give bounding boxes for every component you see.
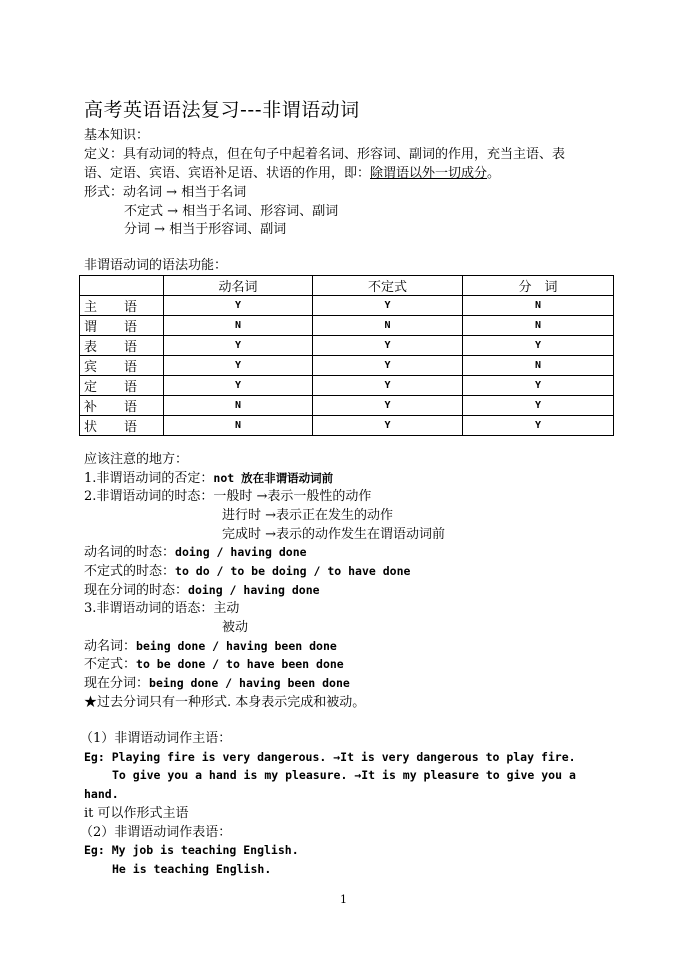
table-cell: Y xyxy=(164,336,313,356)
row-label-char: 补 xyxy=(84,400,98,415)
definition-line-2-prefix: 语、定语、宾语、宾语补足语、状语的作用，即： xyxy=(84,166,371,181)
infinitive-tense-en: to do / to be doing / to have done xyxy=(175,564,411,578)
form-name-gerund: 动名词 xyxy=(123,185,163,200)
note-negation xyxy=(84,472,333,485)
row-label-char: 语 xyxy=(124,420,138,435)
infinitive-tense-line xyxy=(84,565,410,578)
table-row xyxy=(80,336,614,356)
row-label-char: 语 xyxy=(124,380,138,395)
forms-line-3 xyxy=(124,223,286,236)
table-cell: Y xyxy=(313,396,463,416)
table-cell: N xyxy=(463,296,614,316)
participle-tense-line xyxy=(84,584,320,597)
page-number: 1 xyxy=(340,893,347,906)
table-row xyxy=(80,316,614,336)
table-cell: Y xyxy=(164,376,313,396)
voice-active: 主动 xyxy=(213,601,240,616)
row-label-char: 表 xyxy=(84,340,98,355)
table-header-cell: 动名词 xyxy=(164,276,313,296)
row-label xyxy=(80,296,164,316)
form-name-infinitive: 不定式 xyxy=(124,204,164,219)
definition-line-1: 定义：具有动词的特点，但在句子中起着名词、形容词、副词的作用，充当主语、表 xyxy=(84,147,566,162)
notes-heading: 应该注意的地方： xyxy=(84,452,189,467)
table-cell: N xyxy=(164,396,313,416)
note-voice xyxy=(84,602,239,615)
row-label xyxy=(80,376,164,396)
form-desc-gerund: 相当于名词 xyxy=(181,185,247,200)
gerund-voice-cn: 动名词： xyxy=(84,639,137,654)
participle-voice-en: being done / having been done xyxy=(149,676,350,690)
gerund-tense-cn: 动名词的时态： xyxy=(84,545,176,560)
row-label xyxy=(80,356,164,376)
past-participle-note: ★过去分词只有一种形式. 本身表示完成和被动。 xyxy=(84,695,366,710)
infinitive-voice-line xyxy=(84,658,344,671)
table-cell: Y xyxy=(313,356,463,376)
table-header-cell xyxy=(80,276,164,296)
table-row xyxy=(80,416,614,436)
form-name-participle: 分词 xyxy=(124,222,151,237)
subject-example-2-cont: hand. xyxy=(84,787,119,801)
note-tense-label: 2.非谓语动词的时态： xyxy=(84,489,214,504)
definition-underlined: 除谓语以外一切成分 xyxy=(370,166,488,181)
table-cell: Y xyxy=(313,376,463,396)
predicative-heading: （2）非谓语动词作表语： xyxy=(80,825,232,840)
table-caption: 非谓语动词的语法功能： xyxy=(84,258,228,273)
subject-heading: （1）非谓语动词作主语： xyxy=(80,731,232,746)
participle-voice-cn: 现在分词： xyxy=(84,676,150,691)
note-tense xyxy=(84,490,371,503)
table-cell: Y xyxy=(313,336,463,356)
infinitive-tense-cn: 不定式的时态： xyxy=(84,564,176,579)
gerund-voice-line xyxy=(84,640,337,653)
table-cell: Y xyxy=(463,376,614,396)
page-title: 高考英语语法复习---非谓语动词 xyxy=(84,99,360,121)
infinitive-voice-en: to be done / to have been done xyxy=(136,657,344,671)
gerund-voice-en: being done / having been done xyxy=(136,639,337,653)
table-row xyxy=(80,376,614,396)
row-label xyxy=(80,416,164,436)
gerund-tense-line xyxy=(84,546,307,559)
subject-example-2: To give you a hand is my pleasure. →It is my pleasure to give you a xyxy=(112,768,576,782)
table-cell: N xyxy=(463,316,614,336)
grammar-function-table xyxy=(79,275,614,436)
row-label-char: 主 xyxy=(84,300,98,315)
predicative-example-2: He is teaching English. xyxy=(112,862,272,876)
forms-line-2 xyxy=(124,205,338,218)
tense-perfect: 完成时 →表示的动作发生在谓语动词前 xyxy=(222,527,446,542)
table-cell: Y xyxy=(164,296,313,316)
tense-progressive: 进行时 →表示正在发生的动作 xyxy=(222,508,394,523)
row-label xyxy=(80,336,164,356)
form-desc-infinitive: 相当于名词、形容词、副词 xyxy=(182,204,339,219)
participle-tense-cn: 现在分词的时态： xyxy=(84,583,189,598)
row-label-char: 语 xyxy=(124,360,138,375)
row-label-char: 定 xyxy=(84,380,98,395)
note-negation-en: not 放在非谓语动词前 xyxy=(213,471,334,485)
table-cell: Y xyxy=(313,296,463,316)
subject-example-1: Eg: Playing fire is very dangerous. →It is very dangerous to play fire. xyxy=(84,750,576,764)
table-cell: N xyxy=(463,356,614,376)
row-label-char: 语 xyxy=(124,400,138,415)
table-row xyxy=(80,356,614,376)
table-cell: N xyxy=(164,316,313,336)
definition-line-2-suffix: 。 xyxy=(487,166,501,181)
row-label xyxy=(80,396,164,416)
table-cell: Y xyxy=(313,416,463,436)
gerund-tense-en: doing / having done xyxy=(175,545,307,559)
table-header-cell: 分 词 xyxy=(463,276,614,296)
participle-tense-en: doing / having done xyxy=(188,583,320,597)
table-cell: Y xyxy=(164,356,313,376)
row-label-char: 语 xyxy=(124,320,138,335)
table-cell: Y xyxy=(463,396,614,416)
row-label xyxy=(80,316,164,336)
row-label-char: 谓 xyxy=(84,320,98,335)
table-row xyxy=(80,396,614,416)
table-header-row xyxy=(80,276,614,296)
tense-simple: 一般时 →表示一般性的动作 xyxy=(213,489,372,504)
table-header-cell: 不定式 xyxy=(313,276,463,296)
table-row xyxy=(80,296,614,316)
row-label-char: 状 xyxy=(84,420,98,435)
table-cell: N xyxy=(164,416,313,436)
row-label-char: 语 xyxy=(124,300,138,315)
formal-subject-note: it 可以作形式主语 xyxy=(84,806,189,821)
arrow-icon: → xyxy=(154,222,166,237)
definition-line-2 xyxy=(84,167,500,180)
table-cell: Y xyxy=(463,416,614,436)
note-negation-cn: 1.非谓语动词的否定： xyxy=(84,471,214,486)
voice-passive: 被动 xyxy=(222,620,249,635)
forms-line-1 xyxy=(84,186,246,199)
arrow-icon: → xyxy=(167,204,179,219)
form-desc-participle: 相当于形容词、副词 xyxy=(169,222,287,237)
arrow-icon: → xyxy=(166,185,178,200)
table-cell: N xyxy=(313,316,463,336)
note-voice-label: 3.非谓语动词的语态： xyxy=(84,601,214,616)
table-cell: Y xyxy=(463,336,614,356)
forms-label: 形式： xyxy=(84,185,124,200)
row-label-char: 宾 xyxy=(84,360,98,375)
basics-heading: 基本知识： xyxy=(84,128,150,143)
participle-voice-line xyxy=(84,677,350,690)
infinitive-voice-cn: 不定式： xyxy=(84,657,137,672)
row-label-char: 语 xyxy=(124,340,138,355)
predicative-example-1: Eg: My job is teaching English. xyxy=(84,843,299,857)
